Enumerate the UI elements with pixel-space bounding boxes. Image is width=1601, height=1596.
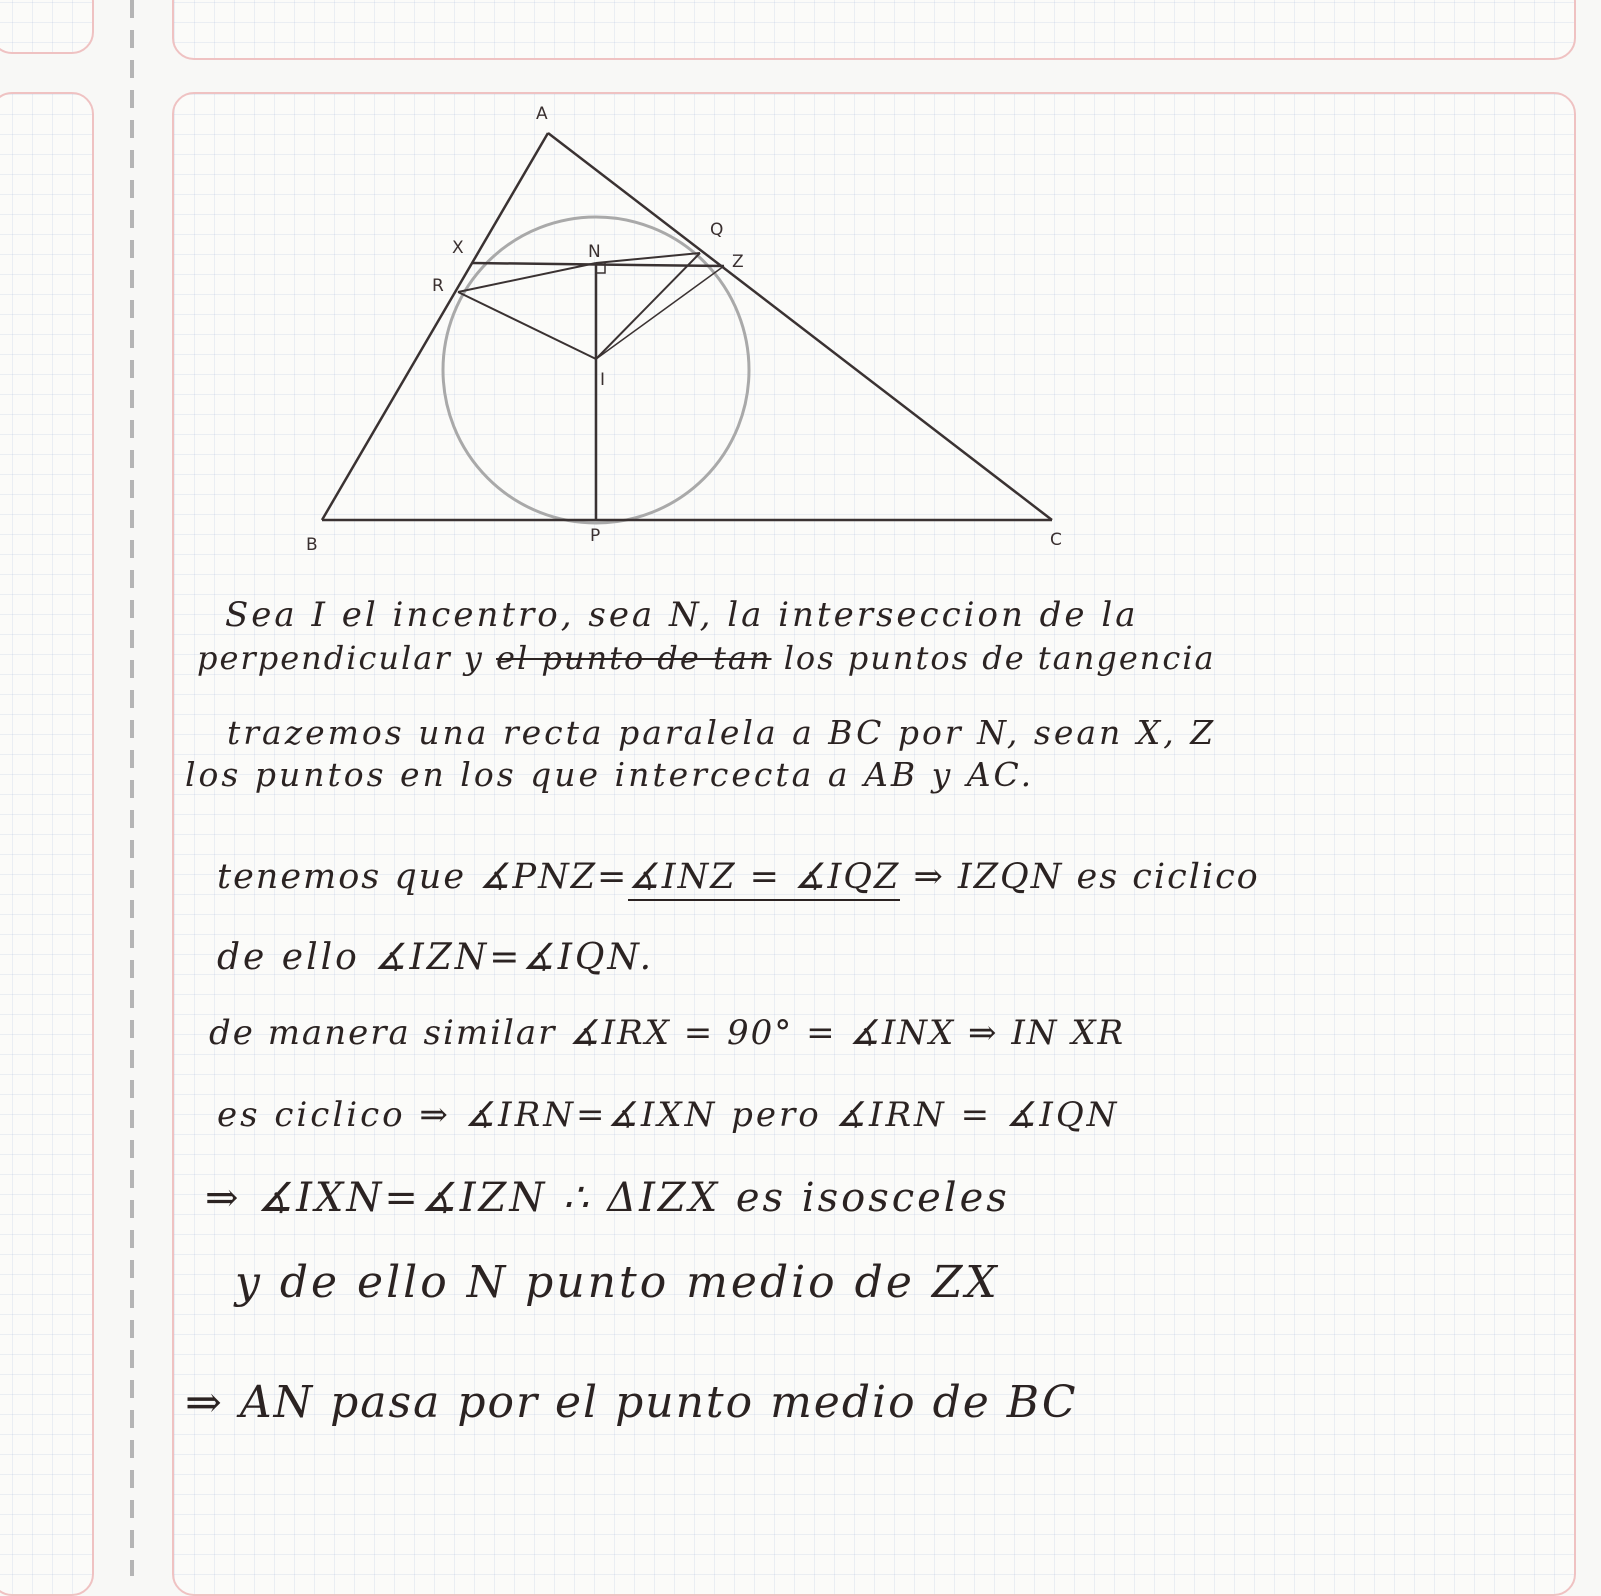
label-a: A [536, 104, 548, 124]
proof-line-6: de ello ∡IZN=∡IQN. [217, 937, 655, 978]
proof-line-2-start: perpendicular y [197, 639, 484, 677]
top-left-box [0, 0, 94, 54]
segment-qi [596, 253, 700, 359]
proof-line-9: ⇒ ∡IXN=∡IZN ∴ ΔIZX es isosceles [205, 1175, 1010, 1221]
label-x: X [452, 238, 464, 258]
proof-line-8: es ciclico ⇒ ∡IRN=∡IXN pero ∡IRN = ∡IQN [217, 1095, 1120, 1135]
proof-line-5-end: ⇒ IZQN es ciclico [900, 857, 1260, 897]
proof-line-2 [197, 639, 1216, 677]
label-n: N [588, 242, 601, 262]
proof-line-7: de manera similar ∡IRX = 90° = ∡INX ⇒ IN XR [209, 1013, 1126, 1053]
notebook-spine [130, 0, 134, 1576]
left-margin-box [0, 92, 94, 1596]
label-b: B [306, 535, 318, 555]
proof-line-3: trazemos una recta paralela a BC por N, sean X, Z [227, 713, 1217, 752]
label-p: P [590, 526, 601, 546]
proof-line-4: los puntos en los que intercecta a AB y AC. [185, 755, 1035, 794]
label-z: Z [732, 252, 744, 272]
proof-line-5 [217, 857, 1260, 897]
segment-nq [596, 253, 700, 263]
side-ab [322, 133, 548, 520]
label-r: R [432, 276, 444, 296]
label-i: I [600, 370, 606, 390]
proof-line-1: Sea I el incentro, sea N, la interseccion de la [225, 595, 1139, 635]
proof-line-11: ⇒ AN pasa por el punto medio de BC [185, 1377, 1078, 1428]
top-header-box [172, 0, 1576, 60]
proof-line-10: y de ello N punto medio de ZX [235, 1257, 1000, 1308]
segment-ri [458, 292, 596, 359]
side-ac [548, 133, 1052, 520]
underlined-angles: ∡INZ = ∡IQZ [628, 857, 900, 901]
struck-out-text: el punto de tan [496, 639, 772, 677]
geometry-figure [300, 95, 1100, 565]
proof-line-2-end: los puntos de tangencia [783, 639, 1216, 677]
proof-line-5-start: tenemos que ∡PNZ= [217, 857, 629, 897]
label-q: Q [710, 220, 724, 240]
segment-rn [458, 263, 596, 292]
segment-zi [596, 266, 724, 359]
label-c: C [1050, 530, 1062, 550]
